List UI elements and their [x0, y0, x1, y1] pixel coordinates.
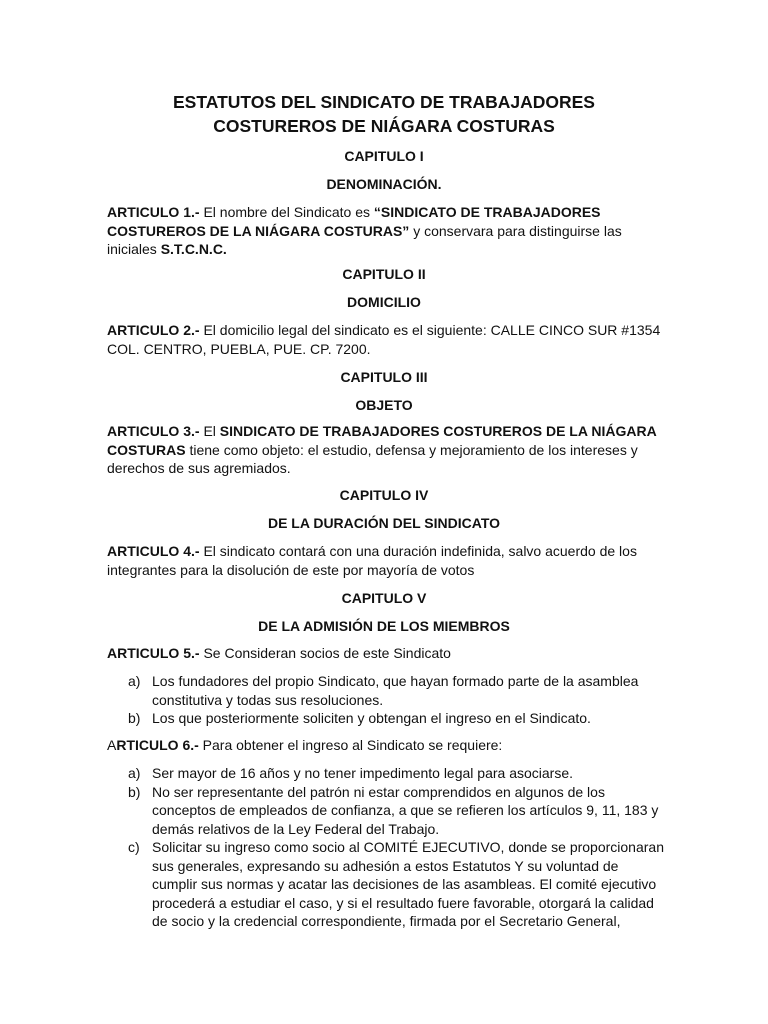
chapter-4-heading: CAPITULO IV: [339, 487, 429, 503]
document-title-line-2: COSTUREROS DE NIÁGARA COSTURAS: [213, 116, 555, 136]
list-item: [107, 783, 667, 839]
article-1-label: ARTICULO 1.-: [107, 204, 200, 220]
article-1-text-2: y conservara para distinguirse las iniciales: [107, 222, 622, 257]
chapter-3-heading: CAPITULO III: [340, 369, 428, 385]
article-1-union-name: “SINDICATO DE TRABAJADORES COSTUREROS DE LA NIÁGARA COSTURAS”: [107, 204, 601, 239]
list-item: [107, 709, 667, 728]
chapter-2-subheading: DOMICILIO: [347, 294, 421, 310]
list-item-text: Los que posteriormente soliciten y obtengan el ingreso en el Sindicato.: [152, 710, 591, 726]
list-item-text: Ser mayor de 16 años y no tener impedimento legal para asociarse.: [152, 765, 574, 781]
document-title-line-1: ESTATUTOS DEL SINDICATO DE TRABAJADORES: [173, 92, 595, 112]
chapter-1-heading: CAPITULO I: [344, 148, 424, 164]
list-item: [107, 764, 667, 783]
list-item-marker: b): [128, 710, 141, 726]
article-3-union-name: SINDICATO DE TRABAJADORES COSTUREROS DE LA NIÁGARA COSTURAS: [107, 423, 657, 458]
list-item-marker: a): [128, 765, 141, 781]
list-item-marker: c): [128, 839, 140, 855]
article-4-label: ARTICULO 4.-: [107, 543, 200, 559]
article-3-label: ARTICULO 3.-: [107, 423, 200, 439]
chapter-2-heading: CAPITULO II: [342, 266, 426, 282]
article-6-label-initial: A: [107, 737, 117, 753]
chapter-4-subheading: DE LA DURACIÓN DEL SINDICATO: [267, 515, 501, 531]
list-item: [107, 672, 667, 709]
article-6-text: Para obtener el ingreso al Sindicato se requiere:: [198, 737, 503, 753]
article-2-label: ARTICULO 2.-: [107, 322, 200, 338]
article-1: [107, 203, 667, 259]
article-6-label: RTICULO 6.-: [116, 737, 199, 753]
article-2: [107, 321, 667, 358]
article-4: [107, 542, 667, 579]
list-item-marker: a): [128, 673, 141, 689]
article-3-text-1: El: [199, 423, 220, 439]
chapter-3-subheading: OBJETO: [355, 397, 413, 413]
article-6-list: [107, 764, 667, 931]
article-6: [107, 736, 667, 755]
article-5-label: ARTICULO 5.-: [107, 645, 200, 661]
article-5-list: [107, 672, 667, 728]
article-5-text: Se Consideran socios de este Sindicato: [199, 645, 451, 661]
article-1-initials: S.T.C.N.C.: [160, 241, 227, 257]
article-2-text: El domicilio legal del sindicato es el siguiente: CALLE CINCO SUR #1354 COL. CENTRO, PUEBLA, PUE. CP. 7200.: [107, 322, 661, 357]
list-item: [107, 838, 667, 931]
article-1-text-1: El nombre del Sindicato es: [199, 204, 374, 220]
chapter-5-subheading: DE LA ADMISIÓN DE LOS MIEMBROS: [258, 618, 510, 634]
list-item-text: No ser representante del patrón ni estar comprendidos en algunos de los conceptos de empleados de confianza, a que se refieren los artículos 9, 11, 183 y demás relativos de la Ley Federal del Trabajo.: [152, 783, 659, 837]
chapter-5-heading: CAPITULO V: [341, 590, 427, 606]
article-4-text: El sindicato contará con una duración indefinida, salvo acuerdo de los integrantes para la disolución de este por mayoría de votos: [107, 543, 637, 578]
article-3-text-2: tiene como objeto: el estudio, defensa y mejoramiento de los intereses y derechos de sus agremiados.: [107, 441, 638, 476]
article-5: [107, 644, 667, 663]
list-item-marker: b): [128, 783, 141, 800]
chapter-1-subheading: DENOMINACIÓN.: [326, 176, 442, 192]
list-item-text: Solicitar su ingreso como socio al COMITÉ EJECUTIVO, donde se proporcionaran sus generales, expresando su adhesión a estos Estatutos Y su voluntad de cumplir sus normas y acatar las decisiones de las asambleas. El comité ejecutivo procederá a estudiar el caso, y si el resultado fuere favorable, otorgará la calidad de socio y la credencial correspondiente, firmada por el Secretario General,: [152, 839, 664, 929]
article-3: [107, 422, 667, 478]
list-item-text: Los fundadores del propio Sindicato, que hayan formado parte de la asamblea constitutiva y todas sus resoluciones.: [152, 673, 639, 708]
